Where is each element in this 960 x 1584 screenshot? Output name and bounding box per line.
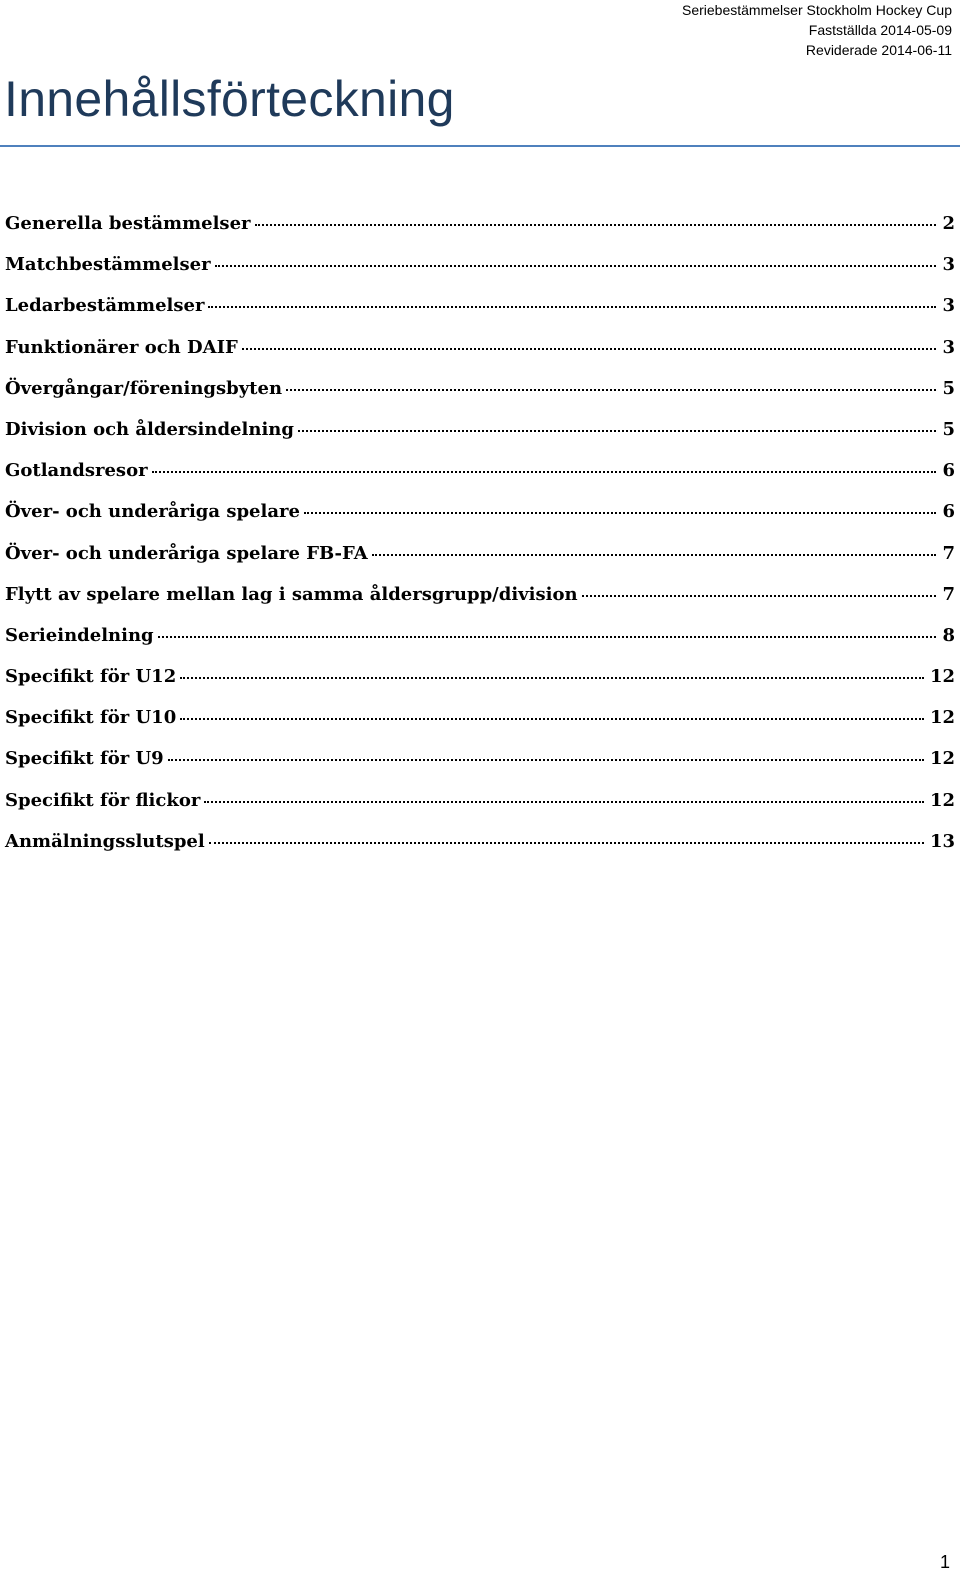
toc-entry-label: Över- och underåriga spelare	[5, 501, 300, 523]
toc-entry[interactable]	[5, 790, 955, 831]
toc-entry[interactable]	[5, 831, 955, 872]
toc-leader-dots	[204, 801, 924, 803]
toc-entry-page: 12	[929, 748, 955, 770]
toc-leader-dots	[242, 348, 937, 350]
toc-entry[interactable]	[5, 707, 955, 748]
toc-entry-label: Division och åldersindelning	[5, 418, 294, 440]
toc-entry-page: 6	[942, 501, 955, 523]
toc-leader-dots	[286, 389, 936, 391]
toc-entry[interactable]	[5, 378, 955, 419]
toc-entry-page: 2	[942, 213, 955, 234]
toc-leader-dots	[152, 471, 937, 473]
toc-entry[interactable]	[5, 460, 955, 501]
toc-entry-label: Övergångar/föreningsbyten	[5, 377, 283, 399]
page-number: 1	[939, 1552, 950, 1572]
toc-entry-page: 8	[942, 624, 955, 646]
toc-leader-dots	[582, 595, 937, 597]
toc-entry-label: Specifikt för U12	[5, 666, 177, 688]
toc-entry[interactable]	[5, 748, 955, 789]
toc-entry-page: 7	[942, 583, 955, 605]
toc-entry-label: Serieindelning	[5, 624, 154, 646]
toc-entry[interactable]	[5, 501, 955, 542]
toc-entry[interactable]	[5, 666, 955, 707]
header-established-date: Fastställda 2014-05-09	[808, 22, 952, 38]
toc-entry[interactable]	[5, 543, 955, 584]
toc-leader-dots	[304, 512, 937, 514]
document-header	[682, 0, 952, 60]
page-title: Innehållsförteckning	[4, 71, 455, 127]
toc-leader-dots	[255, 224, 937, 226]
toc-entry-page: 5	[942, 377, 955, 399]
toc-entry-page: 5	[942, 418, 955, 440]
toc-leader-dots	[208, 306, 936, 308]
toc-entry-page: 12	[929, 789, 955, 811]
toc-entry[interactable]	[5, 419, 955, 460]
toc-entry[interactable]	[5, 337, 955, 378]
toc-entry[interactable]	[5, 584, 955, 625]
toc-entry-label: Över- och underåriga spelare FB-FA	[5, 542, 368, 564]
toc-entry-label: Funktionärer och DAIF	[5, 336, 238, 358]
toc-entry[interactable]	[5, 295, 955, 336]
toc-entry[interactable]	[5, 625, 955, 666]
toc-entry[interactable]	[5, 213, 955, 254]
toc-leader-dots	[168, 759, 924, 761]
title-divider	[0, 145, 960, 147]
toc-entry-page: 6	[942, 460, 955, 482]
toc-entry-page: 3	[942, 336, 955, 358]
toc-entry-page: 13	[929, 830, 955, 852]
toc-entry-label: Anmälningsslutspel	[5, 830, 205, 852]
toc-leader-dots	[180, 677, 924, 679]
table-of-contents	[5, 213, 955, 872]
header-revised-date: Reviderade 2014-06-11	[805, 42, 952, 58]
toc-leader-dots	[209, 842, 924, 844]
toc-entry-label: Matchbestämmelser	[5, 254, 211, 276]
toc-entry-label: Specifikt för flickor	[5, 789, 201, 811]
toc-entry-label: Gotlandsresor	[5, 460, 148, 482]
toc-entry-label: Ledarbestämmelser	[5, 295, 205, 317]
toc-leader-dots	[180, 718, 924, 720]
toc-entry[interactable]	[5, 254, 955, 295]
toc-leader-dots	[215, 265, 937, 267]
toc-entry-label: Generella bestämmelser	[5, 213, 251, 234]
toc-entry-label: Flytt av spelare mellan lag i samma åldersgrupp/division	[5, 583, 578, 605]
toc-entry-page: 7	[942, 542, 955, 564]
toc-leader-dots	[298, 430, 937, 432]
toc-entry-page: 3	[942, 295, 955, 317]
toc-leader-dots	[158, 636, 937, 638]
toc-entry-page: 12	[929, 666, 955, 688]
toc-entry-page: 3	[942, 254, 955, 276]
toc-entry-page: 12	[929, 707, 955, 729]
toc-leader-dots	[372, 554, 937, 556]
toc-entry-label: Specifikt för U9	[5, 748, 164, 770]
toc-entry-label: Specifikt för U10	[5, 707, 177, 729]
header-title: Seriebestämmelser Stockholm Hockey Cup	[682, 2, 952, 18]
